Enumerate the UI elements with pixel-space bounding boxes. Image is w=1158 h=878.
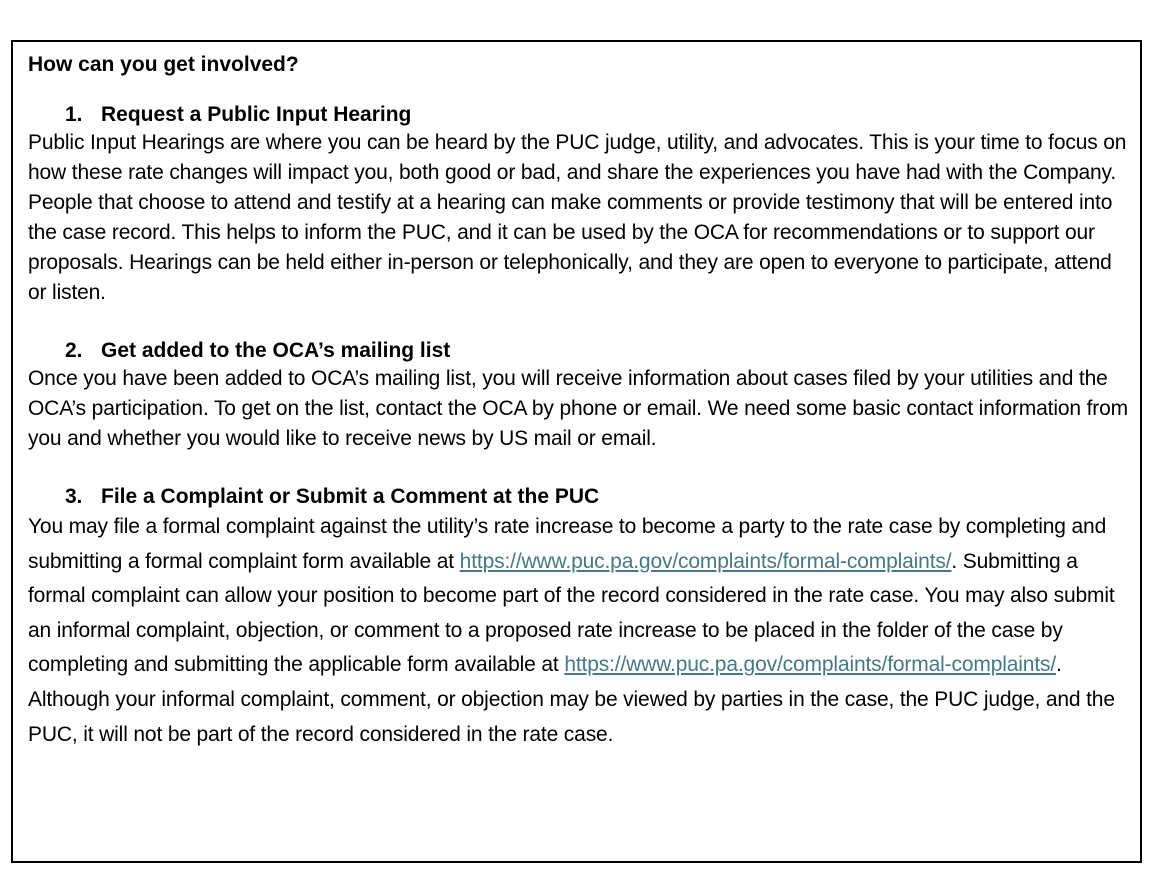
info-box xyxy=(11,40,1142,863)
section-3-body-part-1: You may file a formal complaint against the utility’s rate increase to become a party to the rate case by completing and submitting a formal complaint form available at xyxy=(28,515,1107,573)
section-2-body: Once you have been added to OCA’s mailing list, you will receive information about cases filed by your utilities and the OCA’s participation. To get on the list, contact the OCA by phone or email. We need some basic contact information from you and whether you would like to receive news by US mail or email. xyxy=(28,367,1129,450)
section-3-title xyxy=(28,484,1133,510)
section-2-title-text: Get added to the OCA’s mailing list xyxy=(101,339,451,362)
page-heading: How can you get involved? xyxy=(28,53,299,76)
section-1-title xyxy=(28,102,1133,128)
section-3-body xyxy=(28,510,1133,752)
section-1-body: Public Input Hearings are where you can be heard by the PUC judge, utility, and advocates. This is your time to focus on how these rate changes will impact you, both good or bad, and share the experiences you have had with the Company. People that choose to attend and testify at a hearing can make comments or provide testimony that will be entered into the case record. This helps to inform the PUC, and it can be used by the OCA for recommendations or to support our proposals. Hearings can be held either in-person or telephonically, and they are open to everyone to participate, attend or listen. xyxy=(28,131,1127,304)
formal-complaints-link[interactable]: https://www.puc.pa.gov/complaints/formal-complaints/ xyxy=(459,549,952,573)
section-1-title-text: Request a Public Input Hearing xyxy=(101,103,412,126)
section-3-body-part-2: . Submitting a formal complaint can allow your position to become part of the record considered in the rate case. You may also submit an informal complaint, objection, or comment to a proposed rate increase to be placed in the folder of the case by completing and submitting the applicable form available at xyxy=(28,549,1115,677)
section-3-number: 3. xyxy=(65,485,83,508)
section-3-title-text: File a Complaint or Submit a Comment at the PUC xyxy=(101,485,600,508)
section-3-body-part-3: . Although your informal complaint, comment, or objection may be viewed by parties in the case, the PUC judge, and the PUC, it will not be part of the record considered in the rate case. xyxy=(28,653,1115,746)
complaint-form-link[interactable]: https://www.puc.pa.gov/complaints/formal-complaints/ xyxy=(564,653,1057,677)
info-content xyxy=(28,52,1133,752)
section-2-title xyxy=(28,338,1133,364)
section-2-number: 2. xyxy=(65,339,83,362)
section-1-number: 1. xyxy=(65,103,83,126)
